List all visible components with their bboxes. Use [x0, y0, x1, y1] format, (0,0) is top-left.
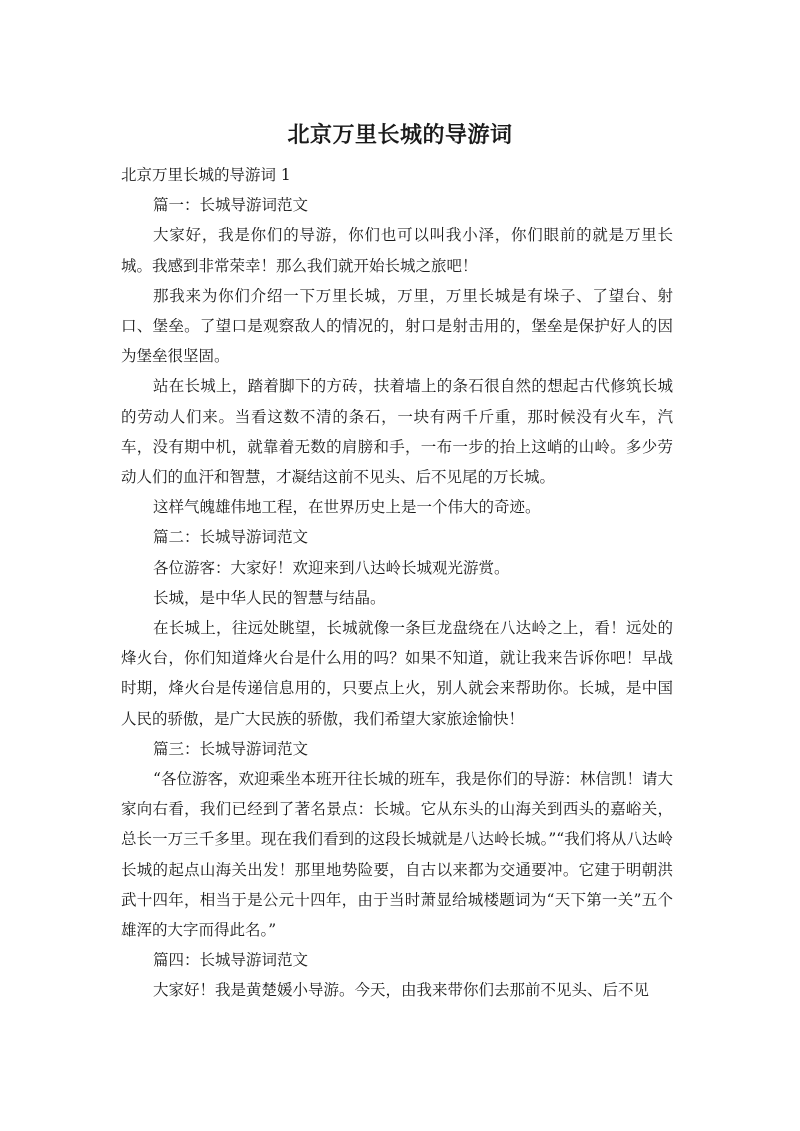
paragraph: 那我来为你们介绍一下万里长城，万里，万里长城是有垛子、了望台、射口、堡垒。了望口是观察敌人的情况的，射口是射击用的，堡垒是保护好人的因为堡垒很坚固。 — [121, 286, 673, 366]
section-heading-2: 篇二：长城导游词范文 — [153, 528, 309, 547]
document-title: 北京万里长城的导游词 — [287, 123, 513, 148]
paragraph: 在长城上，往远处眺望，长城就像一条巨龙盘绕在八达岭之上，看！远处的烽火台，你们知道烽火台是什么用的吗？如果不知道，就让我来告诉你吧！早战时期，烽火台是传递信息用的，只要点上火，别人就会来帮助你。长城，是中国人民的骄傲，是广大民族的骄傲，我们希望大家旅途愉快！ — [121, 619, 673, 728]
paragraph: 这样气魄雄伟地工程，在世界历史上是一个伟大的奇迹。 — [153, 498, 541, 517]
section-heading-3: 篇三：长城导游词范文 — [153, 739, 309, 758]
document-subtitle: 北京万里长城的导游词 1 — [121, 166, 291, 184]
section-heading-1: 篇一：长城导游词范文 — [153, 196, 309, 215]
document-body — [121, 160, 673, 1006]
paragraph: 站在长城上，踏着脚下的方砖，扶着墙上的条石很自然的想起古代修筑长城的劳动人们来。当看这数不清的条石，一块有两千斤重，那时候没有火车，汽车，没有期中机，就靠着无数的肩膀和手，一布一步的抬上这峭的山岭。多少劳动人们的血汗和智慧，才凝结这前不见头、后不见尾的万长城。 — [121, 377, 673, 487]
paragraph: 大家好，我是你们的导游，你们也可以叫我小泽，你们眼前的就是万里长城。我感到非常荣幸！那么我们就开始长城之旅吧！ — [121, 226, 673, 275]
paragraph: “各位游客，欢迎乘坐本班开往长城的班车，我是你们的导游：林信凯！请大家向右看，我们已经到了著名景点：长城。它从东头的山海关到西头的嘉峪关，总长一万三千多里。现在我们看到的这段长城就是八达岭长城。”“我们将从八达岭长城的起点山海关出发！那里地势险要，自古以来都为交通要冲。它建于明朝洪武十四年，相当于是公元十四年，由于当时萧显给城楼题词为“天下第一关”五个雄浑的大字而得此名。” — [121, 770, 673, 940]
paragraph: 各位游客：大家好！欢迎来到八达岭长城观光游赏。 — [153, 558, 510, 577]
paragraph: 长城，是中华人民的智慧与结晶。 — [153, 588, 386, 607]
paragraph: 大家好！我是黄楚媛小导游。今天，由我来带你们去那前不见头、后不见 — [153, 981, 650, 1000]
section-heading-4: 篇四：长城导游词范文 — [153, 951, 309, 970]
